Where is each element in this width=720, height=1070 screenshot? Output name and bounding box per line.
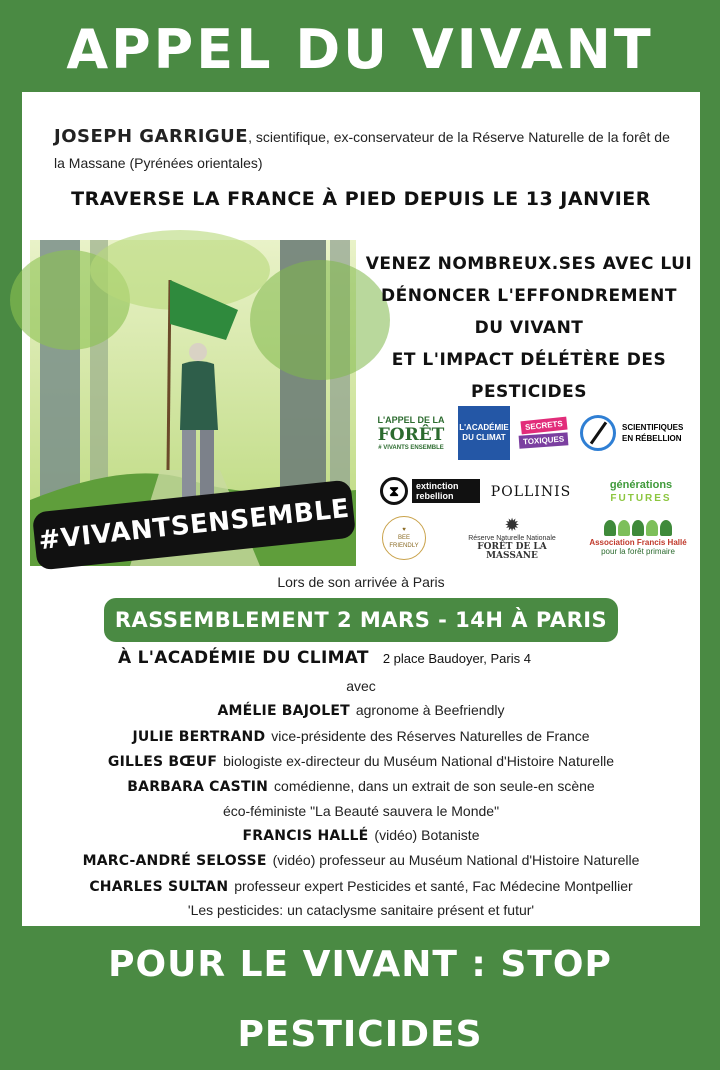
venue-address: 2 place Baudoyer, Paris 4: [382, 651, 531, 666]
bee-friendly-logo: ♥ BEE FRIENDLY: [382, 516, 426, 560]
poster-body: [22, 92, 700, 926]
reserve-massane-logo: ✹ Réserve Naturelle Nationale FORÊT DE LA MASSANE: [468, 514, 556, 561]
speaker-line: BARBARA CASTIN comédienne, dans un extrait de son seule-en scène: [127, 778, 595, 795]
intro-text: [54, 124, 674, 176]
footer-slogan: POUR LE VIVANT : STOP PESTICIDES: [108, 944, 612, 1055]
arrival-note: Lors de son arrivée à Paris: [277, 574, 445, 590]
trees-icon: [604, 520, 672, 536]
speaker-line: AMÉLIE BAJOLET agronome à Beefriendly: [217, 702, 505, 719]
generations-futures-logo: générations FUTURES: [609, 479, 673, 504]
scientist-rebellion-icon: [580, 415, 616, 451]
avec-label: avec: [346, 678, 376, 694]
extinction-rebellion-logo: ⧗ extinction rebellion: [380, 474, 480, 508]
call-line-2: DÉNONCER L'EFFONDREMENT DU VIVANT: [381, 286, 677, 338]
speaker-line: JULIE BERTRAND vice-présidente des Réserves Naturelles de France: [132, 728, 590, 745]
scientifiques-en-rebellion-logo: SCIENTIFIQUES EN RÉBELLION: [580, 410, 692, 456]
traverse-headline: TRAVERSE LA FRANCE À PIED DEPUIS LE 13 JANVIER: [71, 188, 651, 210]
call-line-1: VENEZ NOMBREUX.SES AVEC LUI: [365, 254, 693, 274]
academie-du-climat-logo: L'ACADÉMIE DU CLIMAT: [458, 406, 510, 460]
heart-icon: ♥: [402, 527, 406, 533]
appel-de-la-foret-logo: L'APPEL DE LA FORÊT # VIVANTS ENSEMBLE: [377, 415, 445, 451]
hourglass-icon: ⧗: [380, 477, 408, 505]
speaker-line: GILLES BŒUF biologiste ex-directeur du Muséum National d'Histoire Naturelle: [107, 753, 615, 770]
speaker-line: CHARLES SULTAN professeur expert Pesticides et santé, Fac Médecine Montpellier: [89, 878, 633, 895]
call-line-3: ET L'IMPACT DÉLÉTÈRE DES PESTICIDES: [391, 350, 667, 402]
star-emblem-icon: ✹: [504, 514, 520, 535]
intro-description: , scientifique, ex-conservateur de la Réserve Naturelle de la forêt de la Massane (Pyrénées orientales): [54, 129, 670, 171]
sultan-talk-title: 'Les pesticides: un cataclysme sanitaire présent et futur': [187, 902, 535, 918]
castin-show-title: éco-féministe "La Beauté sauvera le Monde": [222, 803, 500, 819]
francis-halle-logo: Association Francis Hallé pour la forêt primaire: [582, 516, 694, 560]
rassemblement-banner: RASSEMBLEMENT 2 MARS - 14H À PARIS: [104, 598, 618, 642]
speaker-name-garrigue: JOSEPH GARRIGUE: [54, 126, 249, 147]
call-to-action: [364, 248, 694, 408]
venue-name: À L'ACADÉMIE DU CLIMAT: [118, 648, 369, 668]
hashtag-banner: #VIVANTSENSEMBLE: [32, 479, 356, 570]
pollinis-logo: POLLINIS: [490, 484, 572, 500]
poster-title: APPEL DU VIVANT: [66, 18, 654, 81]
venue-line: [118, 648, 678, 668]
secrets-toxiques-logo: SECRETS TOXIQUES: [516, 410, 572, 456]
speaker-line: FRANCIS HALLÉ (vidéo) Botaniste: [242, 827, 480, 844]
speaker-line: MARC-ANDRÉ SELOSSE (vidéo) professeur au Muséum National d'Histoire Naturelle: [82, 852, 640, 869]
